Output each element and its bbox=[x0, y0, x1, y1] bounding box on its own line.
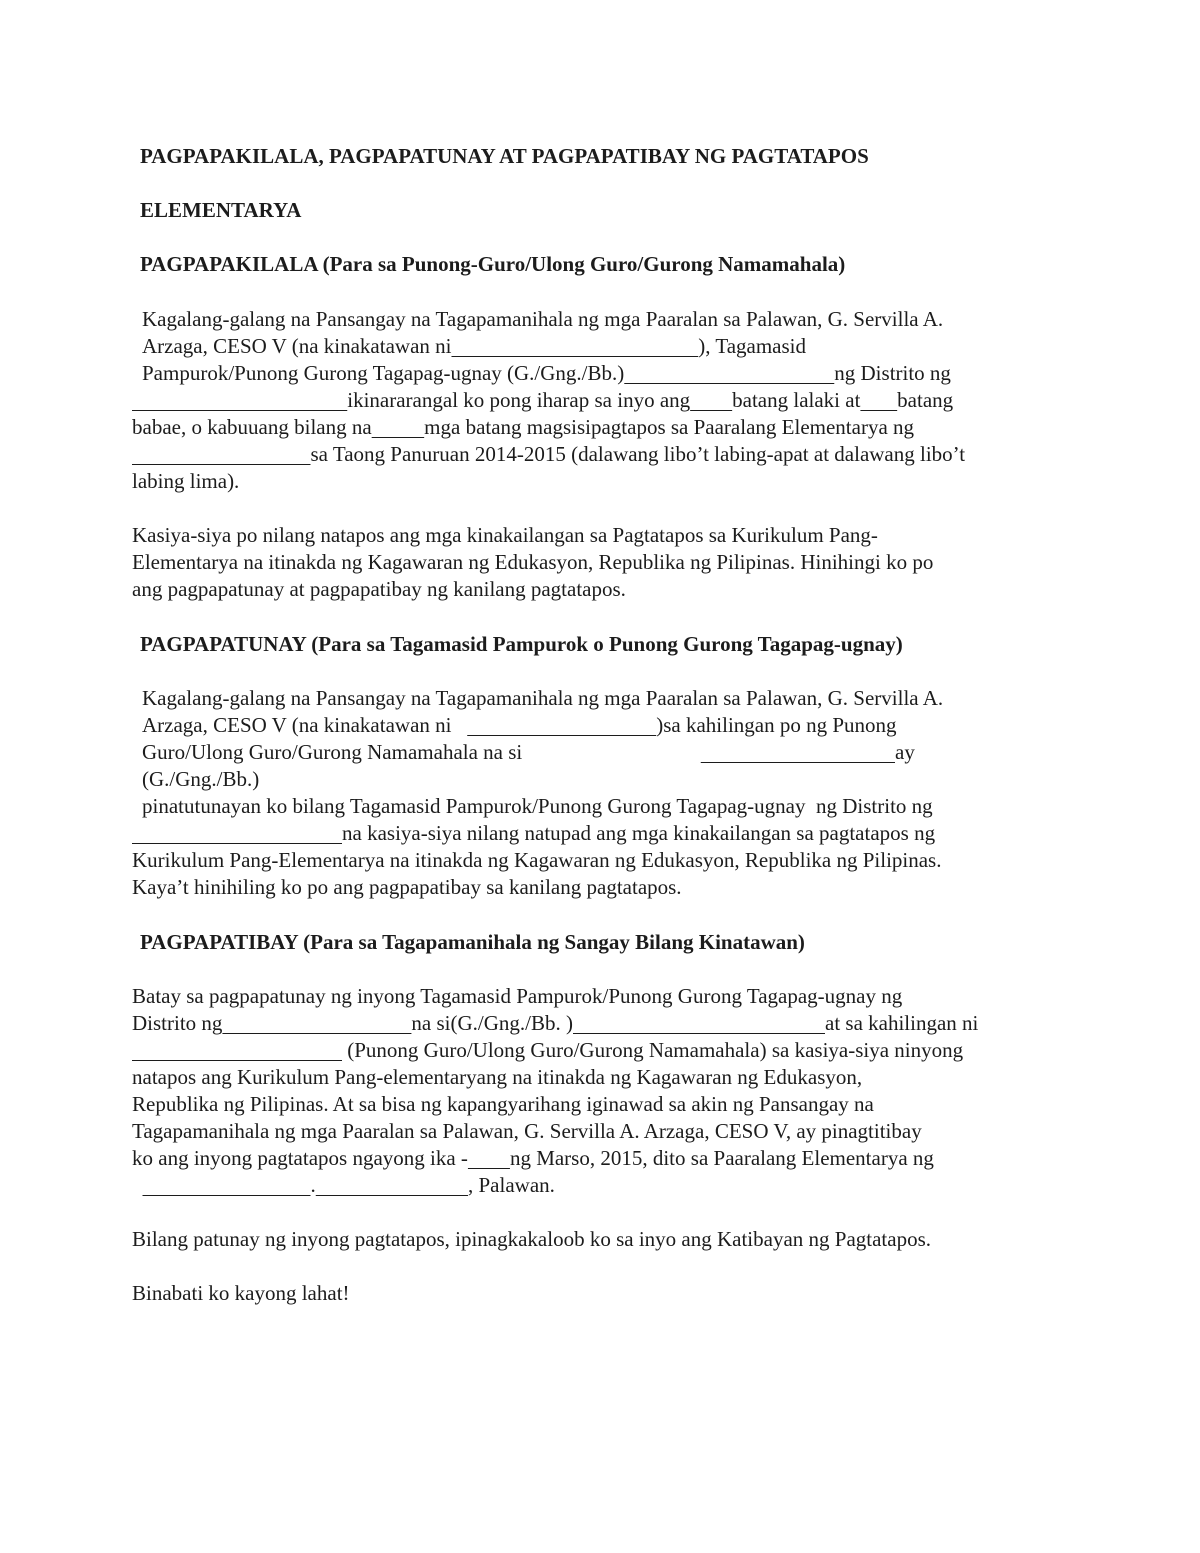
blank-line bbox=[132, 388, 347, 412]
pagpapakilala-line: Kagalang-galang na Pansangay na Tagapamanihala ng mga Paaralan sa Palawan, G. Servilla A. bbox=[142, 307, 944, 331]
pagpapatibay-heading: PAGPAPATIBAY (Para sa Tagapamanihala ng Sangay Bilang Kinatawan) bbox=[140, 930, 805, 954]
blank-line bbox=[132, 1038, 342, 1062]
pagpapakilala-line: ikinararangal ko pong iharap sa inyo ang batang lalaki at batang bbox=[132, 386, 953, 414]
blank-line bbox=[468, 1146, 510, 1170]
blank-line bbox=[222, 1011, 411, 1035]
pagpapatunay-line: na kasiya-siya nilang natupad ang mga kinakailangan sa pagtatapos ng bbox=[132, 819, 935, 847]
blank-line bbox=[624, 361, 834, 385]
blank-line bbox=[132, 821, 342, 845]
blank-line bbox=[701, 740, 895, 764]
pagpapakilala-paragraph-line: Kasiya-siya po nilang natapos ang mga kinakailangan sa Pagtatapos sa Kurikulum Pang- bbox=[132, 523, 878, 547]
pagpapatibay-line: Batay sa pagpapatunay ng inyong Tagamasid Pampurok/Punong Gurong Tagapag-ugnay ng bbox=[132, 984, 903, 1008]
pagpapakilala-paragraph-line: Elementarya na itinakda ng Kagawaran ng Edukasyon, Republika ng Pilipinas. Hinihingi ko po bbox=[132, 550, 934, 574]
pagpapatunay-line: Kagalang-galang na Pansangay na Tagapamanihala ng mga Paaralan sa Palawan, G. Servilla A. bbox=[142, 686, 944, 710]
blank-line bbox=[573, 1011, 825, 1035]
blank-line bbox=[132, 442, 311, 466]
pagpapatunay-line: Kaya’t hinihiling ko po ang pagpapatibay sa kanilang pagtatapos. bbox=[132, 875, 682, 899]
document-title-line-2: ELEMENTARYA bbox=[140, 198, 302, 222]
blank-line bbox=[372, 415, 425, 439]
pagpapatibay-line: . , Palawan. bbox=[132, 1171, 555, 1199]
pagpapatunay-heading: PAGPAPATUNAY (Para sa Tagamasid Pampurok o Punong Gurong Tagapag-ugnay) bbox=[140, 632, 903, 656]
closing-statement: Bilang patunay ng inyong pagtatapos, ipinagkakaloob ko sa inyo ang Katibayan ng Pagtatapos. bbox=[132, 1227, 932, 1251]
pagpapatunay-line: pinatutunayan ko bilang Tagamasid Pampurok/Punong Gurong Tagapag-ugnay ng Distrito ng bbox=[142, 794, 933, 818]
pagpapatibay-line: Tagapamanihala ng mga Paaralan sa Palawan, G. Servilla A. Arzaga, CESO V, ay pinagtitibay bbox=[132, 1119, 922, 1143]
pagpapakilala-line: labing lima). bbox=[132, 469, 240, 493]
pagpapakilala-line: babae, o kabuuang bilang na mga batang magsisipagtapos sa Paaralang Elementarya ng bbox=[132, 415, 915, 439]
pagpapatibay-line: Republika ng Pilipinas. At sa bisa ng kapangyarihang iginawad sa akin ng Pansangay na bbox=[132, 1092, 874, 1116]
pagpapatibay-line: natapos ang Kurikulum Pang-elementaryang na itinakda ng Kagawaran ng Edukasyon, bbox=[132, 1065, 863, 1089]
closing-greeting: Binabati ko kayong lahat! bbox=[132, 1281, 350, 1305]
pagpapatunay-line: (G./Gng./Bb.) bbox=[142, 767, 260, 791]
pagpapatunay-line: Guro/Ulong Guro/Gurong Namamahala na si ay bbox=[142, 740, 915, 764]
blank-line bbox=[316, 1173, 468, 1197]
blank-line bbox=[467, 713, 656, 737]
pagpapatunay-line: Kurikulum Pang-Elementarya na itinakda ng Kagawaran ng Edukasyon, Republika ng Pilipinas. bbox=[132, 848, 942, 872]
blank-line bbox=[143, 1173, 311, 1197]
pagpapakilala-line: Pampurok/Punong Gurong Tagapag-ugnay (G./Gng./Bb.) ng Distrito ng bbox=[142, 361, 951, 385]
pagpapakilala-paragraph-line: ang pagpapatunay at pagpapatibay ng kanilang pagtatapos. bbox=[132, 577, 626, 601]
pagpapakilala-line: Arzaga, CESO V (na kinakatawan ni ), Tagamasid bbox=[142, 334, 807, 358]
pagpapatunay-line: Arzaga, CESO V (na kinakatawan ni )sa kahilingan po ng Punong bbox=[142, 713, 897, 737]
document-title-line-1: PAGPAPAKILALA, PAGPAPATUNAY AT PAGPAPATIBAY NG PAGTATAPOS bbox=[140, 144, 869, 168]
pagpapatibay-line: (Punong Guro/Ulong Guro/Gurong Namamahala) sa kasiya-siya ninyong bbox=[132, 1036, 963, 1064]
pagpapakilala-heading: PAGPAPAKILALA (Para sa Punong-Guro/Ulong Guro/Gurong Namamahala) bbox=[140, 252, 846, 276]
blank-line bbox=[860, 388, 897, 412]
pagpapakilala-line: sa Taong Panuruan 2014-2015 (dalawang libo’t labing-apat at dalawang libo’t bbox=[132, 440, 965, 468]
blank-line bbox=[451, 334, 698, 358]
pagpapatibay-line: Distrito ng na si(G./Gng./Bb. ) at sa kahilingan ni bbox=[132, 1011, 979, 1035]
blank-line bbox=[690, 388, 732, 412]
pagpapatibay-line: ko ang inyong pagtatapos ngayong ika - ng Marso, 2015, dito sa Paaralang Elementarya ng bbox=[132, 1146, 934, 1170]
